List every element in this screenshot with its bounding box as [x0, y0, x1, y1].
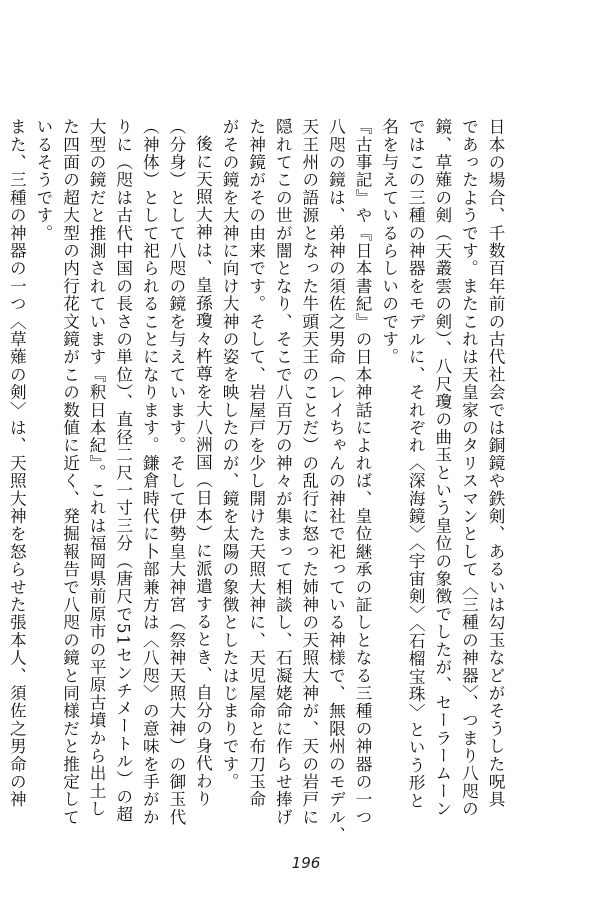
text-line: 後に天照大神は、皇孫瓊々杵尊を大八洲国（日本）に派遣するとき、自分の身代わり — [193, 134, 213, 808]
text-line: 大型の鏡だと推測されています『釈日本紀』。これは福岡県前原市の平原古墳から出土し — [87, 118, 107, 818]
text-line: 鏡、草薙の剣（天叢雲の剣）、八尺瓊の曲玉という皇位の象徴でしたが、セーラームーン — [432, 118, 452, 818]
text-line: がその鏡を大神に向け大神の姿を映したのが、鏡を太陽の象徴としたはじまりです。 — [220, 118, 240, 791]
text-line: 『古事記』や『日本書紀』の日本神話によれば、皇位継承の証しとなる三種の神器の一つ — [353, 118, 373, 826]
page-number: 196 — [291, 854, 321, 872]
text-line: また、三種の神器の一つ〈草薙の剣〉は、天照大神を怒らせた張本人、須佐之男命の神 — [7, 118, 27, 809]
text-line: であったようです。またこれは天皇家のタリスマンとして〈三種の神器〉、つまり八咫の — [459, 118, 479, 818]
text-line: ではこの三種の神器をモデルに、それぞれ〈深海鏡〉〈宇宙剣〉〈石榴宝珠〉という形と — [406, 118, 426, 810]
text-line: 名を与えているらしいのです。 — [379, 118, 399, 366]
text-line: た神鏡がその由来です。そして、岩屋戸を少し開けた天照大神に、天児屋命と布刀玉命 — [246, 118, 266, 809]
text-line: （神体）として祀られることになります。鎌倉時代に卜部兼方は〈八咫〉の意味を手がか — [140, 118, 160, 826]
text-line: 隠れてこの世が闇となり、そこで八百万の神々が集まって相談し、石凝姥命に作らせ捧げ — [273, 118, 293, 826]
text-line: りに（咫は古代中国の長さの単位）、直径二尺一寸三分（唐尺で51センチメートル）の超 — [113, 118, 133, 824]
text-line: 八咫の鏡は、弟神の須佐之男命（レイちゃんの神社で祀っている神様で、無限州のモデル、 — [326, 118, 346, 844]
text-line: 日本の場合、千数百年前の古代社会では銅鏡や鉄剣、あるいは勾玉などがそうした呪具 — [486, 118, 505, 809]
text-line: た四面の超大型の内行花文鏡がこの数値に近く、発掘報告で八咫の鏡と同様だと推定して — [60, 118, 80, 826]
text-line: いるそうです。 — [33, 118, 53, 242]
body-text — [3, 118, 508, 842]
text-line: （分身）として八咫の鏡を与えています。そして伊勢皇大神宮（祭神天照大神）の御玉代 — [166, 118, 186, 826]
text-line: 天王州の語源となった牛頭天王のことだ）の乱行に怒った姉神の天照大神が、天の岩戸に — [299, 118, 319, 826]
